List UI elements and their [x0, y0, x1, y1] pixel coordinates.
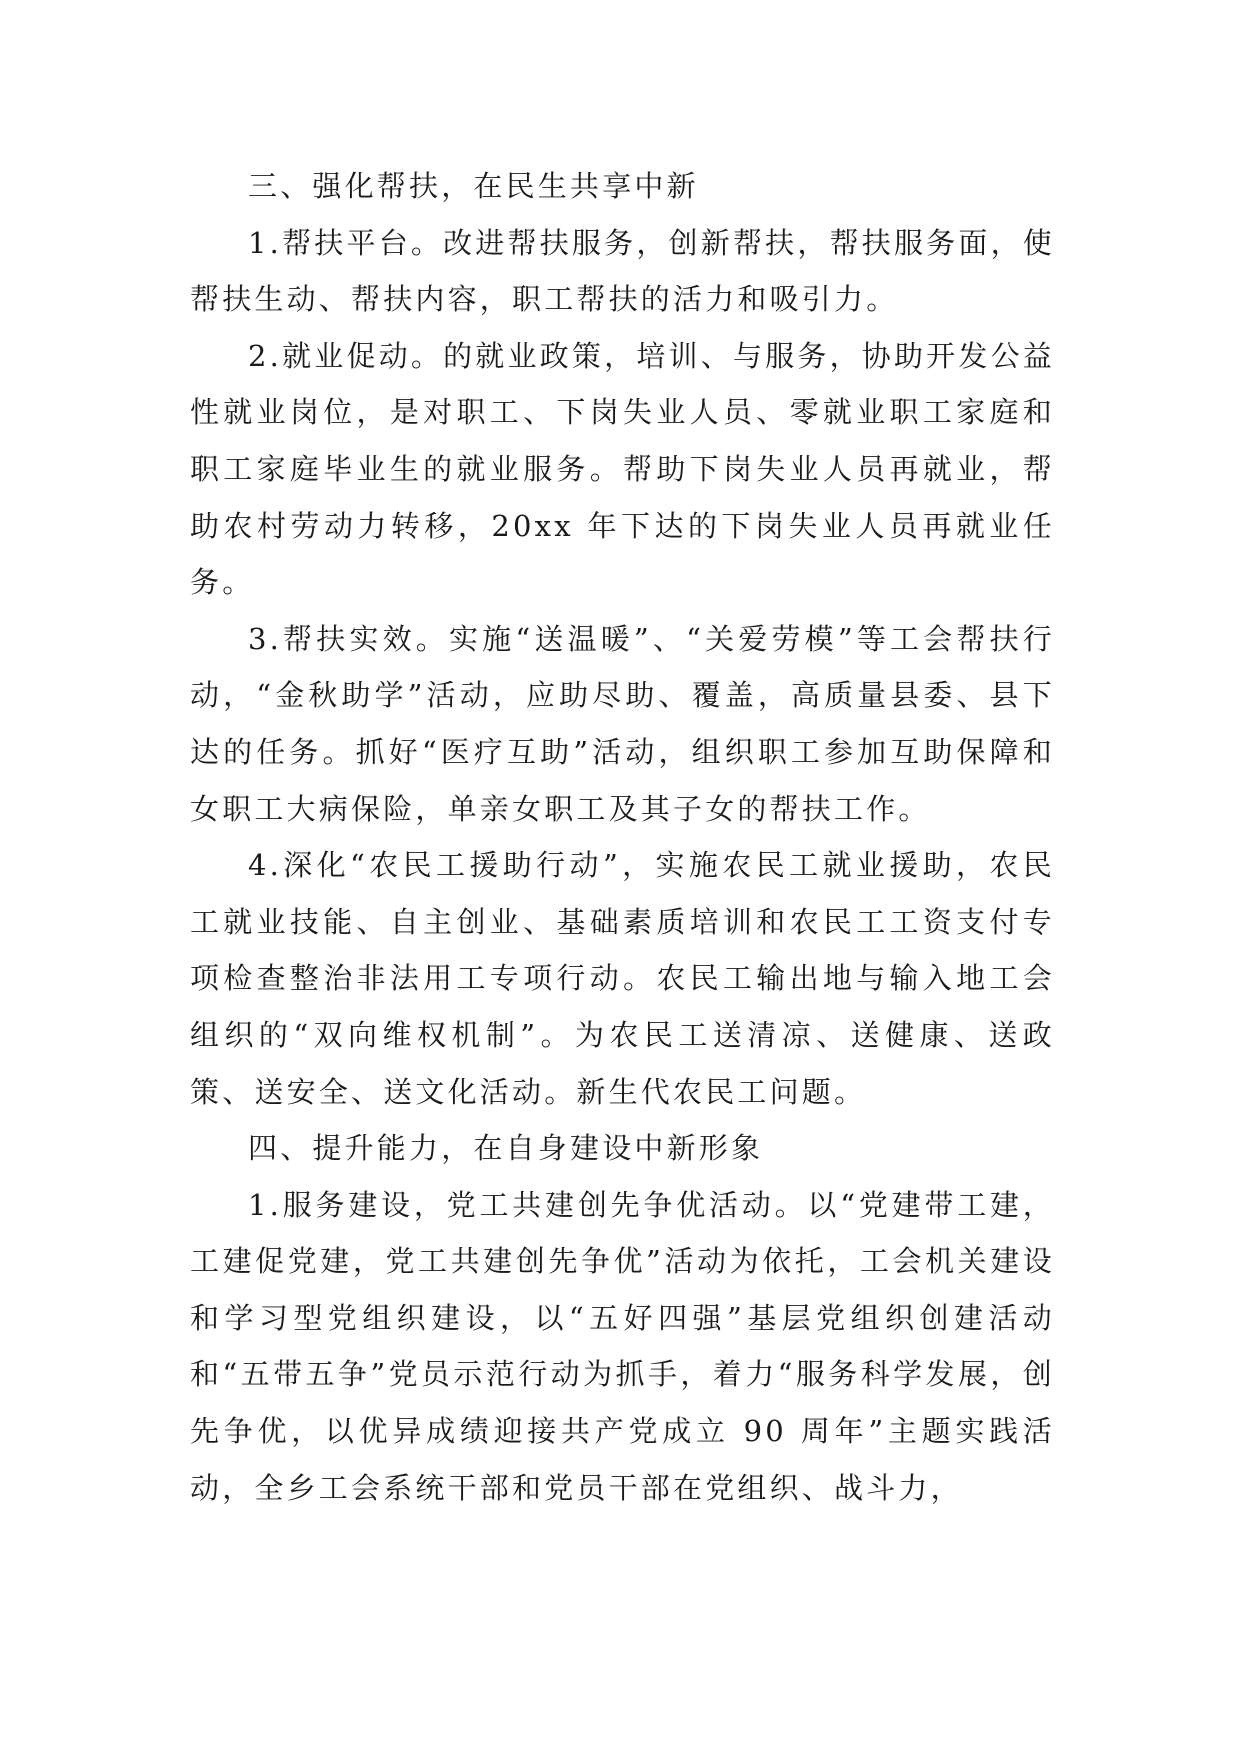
paragraph-3-1: 1.帮扶平台。改进帮扶服务，创新帮扶，帮扶服务面，使帮扶生动、帮扶内容，职工帮扶的活力和吸引力。 — [190, 225, 1055, 317]
paragraph-4-1: 1.服务建设，党工共建创先争优活动。以“党建带工建，工建促党建，党工共建创先争优”活动为依托，工会机关建设和学习型党组织建设，以“五好四强”基层党组织创建活动和“五带五争”党员示范行动为抓手，着力“服务科学发展，创先争优，以优异成绩迎接共产党成立 90 周年”主题实践活动，全乡工会系统干部和党员干部在党组织、战斗力， — [190, 1187, 1055, 1505]
section-heading-4: 四、提升能力，在自身建设中新形象 — [248, 1131, 764, 1166]
document-body — [190, 158, 1055, 1516]
section-heading-3: 三、强化帮扶，在民生共享中新 — [248, 169, 699, 203]
paragraph-3-3: 3.帮扶实效。实施“送温暖”、“关爱劳模”等工会帮扶行动，“金秋助学”活动，应助尽助、覆盖，高质量县委、县下达的任务。抓好“医疗互助”活动，组织职工参加互助保障和女职工大病保险，单亲女职工及其子女的帮扶工作。 — [190, 621, 1055, 826]
paragraph-3-4: 4.深化“农民工援助行动”，实施农民工就业援助，农民工就业技能、自主创业、基础素质培训和农民工工资支付专项检查整治非法用工专项行动。农民工输出地与输入地工会组织的“双向维权机制”。为农民工送清凉、送健康、送政策、送安全、送文化活动。新生代农民工问题。 — [190, 848, 1055, 1109]
paragraph-3-2: 2.就业促动。的就业政策，培训、与服务，协助开发公益性就业岗位，是对职工、下岗失业人员、零就业职工家庭和职工家庭毕业生的就业服务。帮助下岗失业人员再就业，帮助农村劳动力转移，20xx 年下达的下岗失业人员再就业任务。 — [190, 338, 1055, 600]
